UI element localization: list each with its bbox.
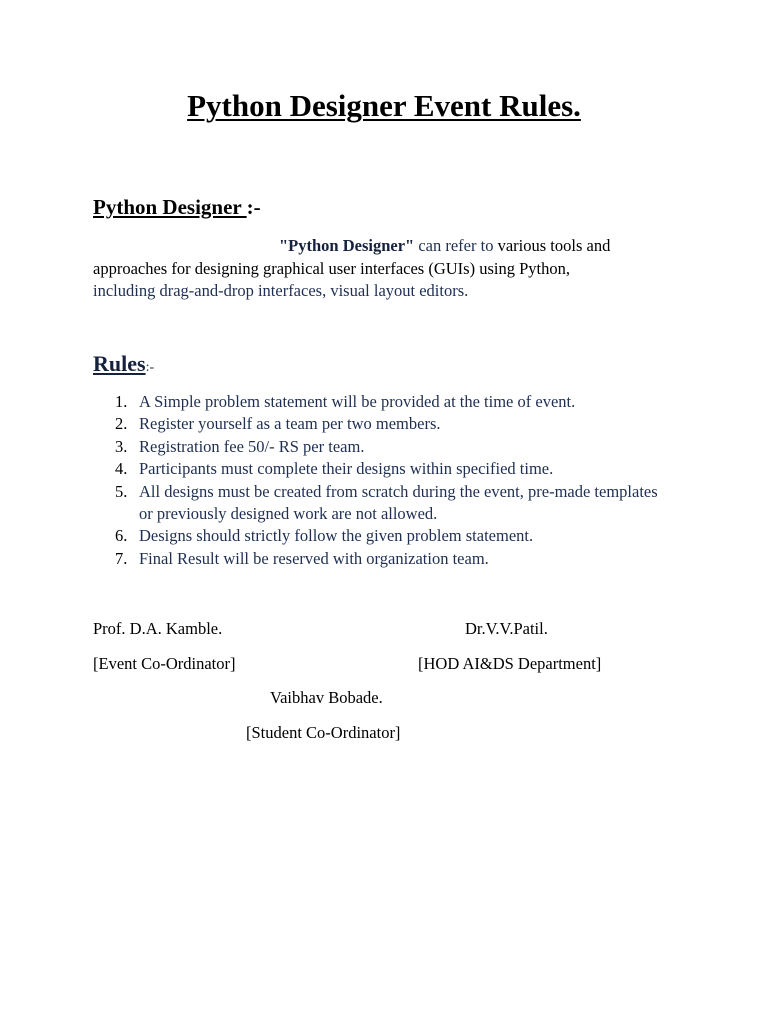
rule-item	[93, 525, 673, 547]
hod-name: Dr.V.V.Patil.	[465, 619, 548, 638]
intro-line-1	[93, 235, 663, 258]
rule-item	[93, 481, 673, 526]
section-heading-python-designer-suffix: :-	[246, 195, 261, 219]
intro-line-1-navy: can refer to	[414, 236, 494, 255]
coordinator-role: [Event Co-Ordinator]	[93, 654, 236, 673]
rules-list	[93, 391, 673, 570]
intro-quoted-name: "Python Designer"	[279, 236, 415, 255]
rule-number: 6.	[115, 526, 128, 546]
section-heading-python-designer	[93, 193, 261, 221]
rule-number: 3.	[115, 436, 128, 456]
rule-text: Final Result will be reserved with organization team.	[139, 548, 489, 568]
section-heading-rules-suffix: :-	[145, 360, 155, 375]
hod-role: [HOD AI&DS Department]	[418, 654, 602, 673]
rule-item	[93, 413, 673, 435]
coordinator-name: Prof. D.A. Kamble.	[93, 619, 223, 638]
rule-number: 4.	[115, 459, 128, 479]
page-title: Python Designer Event Rules.	[187, 88, 581, 123]
rule-text: Designs should strictly follow the given problem statement.	[139, 526, 534, 546]
rule-text: A Simple problem statement will be provided at the time of event.	[139, 392, 576, 411]
intro-line-2: approaches for designing graphical user interfaces (GUIs) using Python,	[93, 258, 570, 278]
section-heading-rules	[93, 349, 154, 383]
rule-number: 2.	[115, 414, 128, 434]
rule-text: Registration fee 50/- RS per team.	[139, 436, 365, 456]
intro-line-1-black: various tools and	[493, 236, 611, 255]
rule-number: 1.	[115, 392, 128, 411]
student-coordinator-name: Vaibhav Bobade.	[270, 688, 383, 707]
rule-item	[93, 458, 673, 480]
rule-text: Participants must complete their designs within specified time.	[139, 459, 554, 479]
rule-number: 7.	[115, 548, 128, 568]
student-coordinator-role: [Student Co-Ordinator]	[246, 723, 401, 742]
section-heading-python-designer-text: Python Designer	[93, 195, 247, 219]
section-heading-rules-text: Rules	[93, 351, 146, 376]
rule-item	[93, 548, 673, 570]
rule-item	[93, 391, 673, 413]
intro-line-3: including drag-and-drop interfaces, visual layout editors.	[93, 281, 469, 300]
intro-paragraph	[93, 235, 663, 303]
rule-text: Register yourself as a team per two members.	[139, 414, 441, 434]
rule-item	[93, 436, 673, 458]
rule-text: All designs must be created from scratch during the event, pre-made templates or previously designed work are not allowed.	[139, 481, 658, 524]
rule-number: 5.	[115, 481, 128, 501]
